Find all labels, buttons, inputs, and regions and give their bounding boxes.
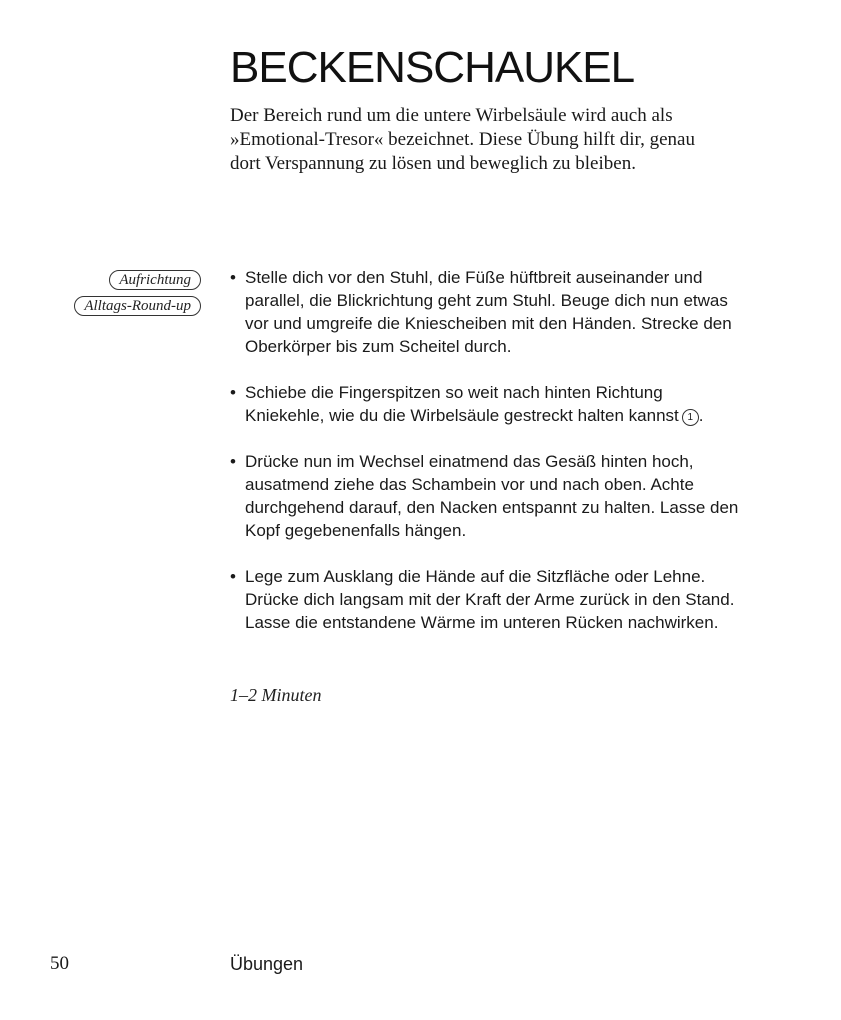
bullet-icon: •	[230, 452, 236, 471]
step-text: Drücke nun im Wechsel einatmend das Gesäß hinten hoch, ausatmend ziehe das Schambein vor und nach oben. Achte durchgehend darauf, den Nacken entspannt zu halten. Lasse den Kopf gegebenenfalls hängen.	[245, 452, 739, 540]
tag-aufrichtung: Aufrichtung	[109, 270, 201, 290]
exercise-steps	[230, 266, 740, 657]
step-item-1	[230, 266, 740, 358]
category-tags	[56, 270, 201, 316]
page-title: BECKENSCHAUKEL	[230, 43, 635, 92]
section-name: Übungen	[230, 954, 304, 974]
intro-paragraph: Der Bereich rund um die untere Wirbelsäule wird auch als »Emotional-Tresor« bezeichnet. Diese Übung hilft dir, genau dort Verspannung zu lösen und beweglich zu bleiben.	[230, 105, 695, 174]
step-item-4	[230, 565, 740, 634]
exercise-duration: 1–2 Minuten	[230, 685, 322, 705]
bullet-icon: •	[230, 383, 236, 402]
page-number: 50	[50, 953, 69, 974]
bullet-icon: •	[230, 268, 236, 287]
step-text-end: .	[698, 406, 704, 425]
step-text: Stelle dich vor den Stuhl, die Füße hüftbreit auseinander und parallel, die Blickrichtung geht zum Stuhl. Beuge dich nun etwas vor und umgreife die Kniescheiben mit den Händen. Strecke den Oberkörper bis zum Scheitel durch.	[245, 268, 732, 356]
figure-reference-badge: 1	[682, 409, 699, 426]
tag-alltags-round-up: Alltags-Round-up	[74, 296, 201, 316]
step-item-2	[230, 381, 740, 427]
bullet-icon: •	[230, 567, 236, 586]
step-text: Schiebe die Fingerspitzen so weit nach hinten Richtung Kniekehle, wie du die Wirbelsäule gestreckt halten kannst	[245, 383, 679, 425]
step-item-3	[230, 450, 740, 542]
step-text: Lege zum Ausklang die Hände auf die Sitzfläche oder Lehne. Drücke dich langsam mit der Kraft der Arme zurück in den Stand. Lasse die entstandene Wärme im unteren Rücken nachwirken.	[245, 567, 735, 632]
